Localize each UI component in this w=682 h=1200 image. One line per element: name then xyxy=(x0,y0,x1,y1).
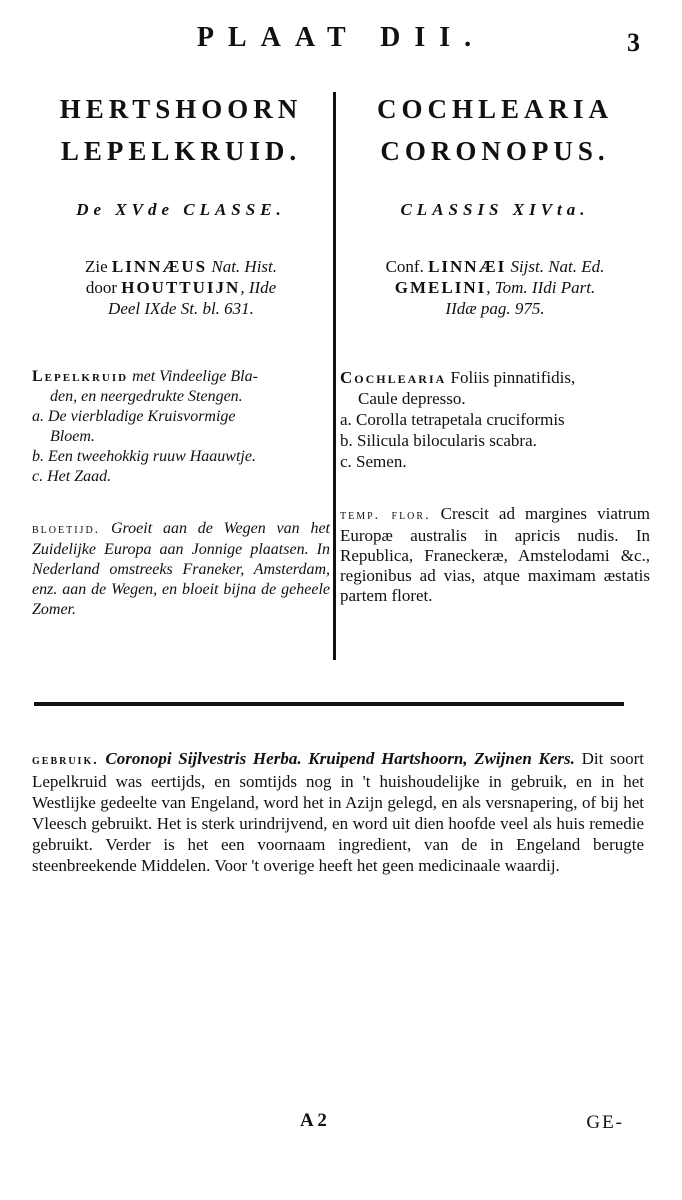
usage-paragraph: gebruik. Coronopi Sijlvestris Herba. Kruipend Hartshoorn, Zwijnen Kers. Dit soort Lepelkruid was eertijds, en somtijds nog in 't huishoudelijke in gebruik, en in het Westlijke gedeelte van Engeland, word het in Azijn gelegd, en als versnapering, of bij het Vleesch gebruikt. Het is sterk urindrijvend, en word uit dien hoofde veel als huis remedie gebruikt. Verder is het een voornaam ingredient, van de in Engeland berugte steenbreekende Middelen. Voor 't overige heeft het geen medicinaale waardij. xyxy=(32,749,644,875)
dutch-description: Lepelkruid met Vindeelige Bla- den, en neergedrukte Stengen. a. De vierbladige Kruisvormige Bloem. b. Een tweehokkig ruuw Haauwtje. c. Het Zaad. xyxy=(32,368,258,485)
latin-title-line-1: COCHLEARIA xyxy=(376,94,614,124)
dutch-class: De XVde CLASSE. xyxy=(76,200,286,219)
column-divider xyxy=(333,92,336,660)
dutch-title-line-2: LEPELKRUID. xyxy=(60,136,302,166)
dutch-reference: Zie LINNÆUS Nat. Hist. door HOUTTUIJN, IIde Deel IXde St. bl. 631. xyxy=(84,257,278,318)
plate-heading: PLAAT DII. xyxy=(196,22,486,53)
latin-reference: Conf. LINNÆI Sijst. Nat. Ed. GMELINI, Tom. IIdi Part. IIdæ pag. 975. xyxy=(385,257,605,318)
dutch-flowering-time: bloetijd. Groeit aan de Wegen van het Zuidelijke Europa aan Jonnige plaatsen. In Nederland omstreeks Franeker, Amsterdam, enz. aan de Wegen, en bloeit bijna de geheele Zomer. xyxy=(32,520,330,618)
latin-column xyxy=(340,88,650,606)
catchword: GE- xyxy=(586,1112,624,1133)
dutch-column xyxy=(32,88,330,620)
signature-mark: A 2 xyxy=(300,1110,327,1131)
section-rule xyxy=(34,702,624,706)
page-number: 3 xyxy=(627,28,640,57)
dutch-title-line-1: HERTSHOORN xyxy=(59,94,303,124)
latin-flowering-time: temp. flor. Crescit ad margines viatrum Europæ australis in apricis nudis. In Republica, Franeckeræ, Amstelodami &c., regionibus ad vias, atque maximam æstatis partem floret. xyxy=(340,504,650,605)
latin-title-line-2: CORONOPUS. xyxy=(380,136,610,166)
latin-description: Cochlearia Foliis pinnatifidis, Caule depresso. a. Corolla tetrapetala cruciformis b. Silicula bilocularis scabra. c. Semen. xyxy=(340,368,576,471)
latin-class: CLASSIS XIVta. xyxy=(400,200,590,219)
